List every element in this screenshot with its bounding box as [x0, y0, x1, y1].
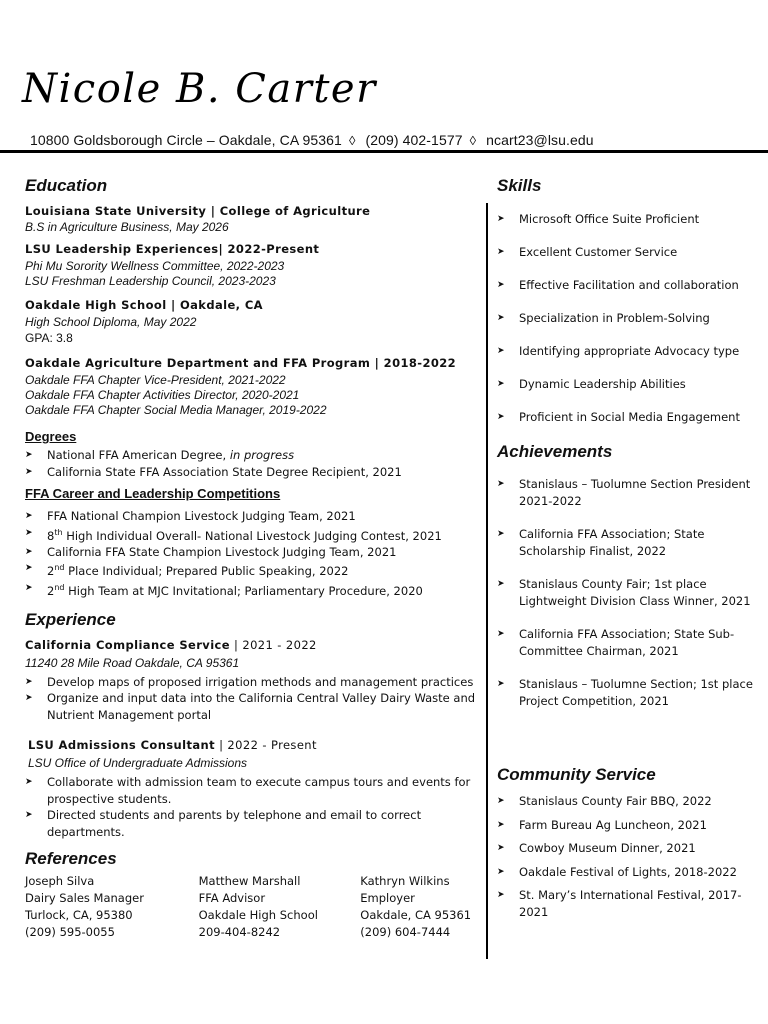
ffa-role: Oakdale FFA Chapter Vice-President, 2021-2022	[25, 373, 286, 387]
email-link[interactable]: ncart23@lsu.edu	[486, 132, 594, 148]
reference-2: Matthew Marshall FFA Advisor Oakdale High School 209-404-8242	[198, 874, 318, 939]
address: 10800 Goldsborough Circle – Oakdale, CA 95361	[30, 132, 342, 148]
ffa-role: Oakdale FFA Chapter Activities Director, 2020-2021	[25, 388, 300, 402]
list-item: ➤ Directed students and parents by telephone and email to correct departments.	[25, 807, 480, 840]
education-heading: Education	[25, 176, 108, 195]
list-item: ➤ Excellent Customer Service	[497, 244, 762, 261]
list-item: ➤ California State FFA Association State Degree Recipient, 2021	[25, 464, 480, 481]
ffa-role: Oakdale FFA Chapter Social Media Manager, 2019-2022	[25, 403, 327, 417]
column-divider	[486, 203, 488, 959]
list-item: ➤ Collaborate with admission team to execute campus tours and events for prospective students.	[25, 774, 480, 807]
skills-heading: Skills	[497, 176, 542, 195]
leadership-item: LSU Freshman Leadership Council, 2023-2023	[25, 274, 276, 288]
resume-name: Nicole B. Carter	[22, 66, 377, 112]
job-dates: | 2021 - 2022	[229, 637, 317, 652]
list-item: ➤ Develop maps of proposed irrigation methods and management practices	[25, 674, 480, 691]
job-2-header	[25, 736, 480, 754]
list-item: ➤ Dynamic Leadership Abilities	[497, 376, 762, 393]
job-title: LSU Admissions Consultant	[28, 738, 216, 753]
achievements-heading: Achievements	[497, 442, 613, 461]
list-item: ➤ Specialization in Problem-Solving	[497, 310, 762, 327]
list-item: ➤ Identifying appropriate Advocacy type	[497, 343, 762, 360]
job-title: California Compliance Service	[25, 637, 230, 652]
phone: (209) 402-1577	[365, 132, 463, 148]
reference-3: Kathryn Wilkins Employer Oakdale, CA 95361 (209) 604-7444	[360, 874, 472, 939]
job-location: 11240 28 Mile Road Oakdale, CA 95361	[25, 655, 240, 670]
competitions-list	[25, 508, 480, 599]
highschool-gpa: GPA: 3.8	[25, 331, 73, 345]
job-2-bullets	[25, 774, 480, 840]
achievements-list	[497, 476, 762, 709]
leadership-heading: LSU Leadership Experiences| 2022-Present	[25, 242, 320, 256]
list-item: ➤ Cowboy Museum Dinner, 2021	[497, 840, 762, 857]
right-column	[497, 176, 762, 927]
list-item: ➤ Stanislaus County Fair BBQ, 2022	[497, 793, 762, 810]
community-list	[497, 793, 762, 920]
list-item: ➤ 8th High Individual Overall- National Livestock Judging Contest, 2021	[25, 525, 480, 544]
job-location: LSU Office of Undergraduate Admissions	[28, 756, 247, 771]
contact-line	[30, 132, 594, 148]
separator-diamond-icon: ◊	[469, 133, 477, 148]
list-item: ➤ Effective Facilitation and collaboration	[497, 277, 762, 294]
references-heading: References	[25, 849, 117, 869]
ffa-program-heading: Oakdale Agriculture Department and FFA Program | 2018-2022	[25, 356, 457, 370]
community-heading: Community Service	[497, 765, 656, 784]
degrees-list	[25, 447, 480, 480]
skills-list	[497, 211, 762, 426]
list-item: ➤ Farm Bureau Ag Luncheon, 2021	[497, 817, 762, 834]
list-item: ➤ Stanislaus County Fair; 1st place Lightweight Division Class Winner, 2021	[497, 576, 762, 609]
lsu-degree: B.S in Agriculture Business, May 2026	[25, 220, 229, 234]
job-1-header	[25, 636, 480, 654]
list-item: ➤ Microsoft Office Suite Proficient	[497, 211, 762, 228]
highschool-heading: Oakdale High School | Oakdale, CA	[25, 298, 263, 312]
header-divider	[0, 150, 768, 153]
leadership-item: Phi Mu Sorority Wellness Committee, 2022-2023	[25, 259, 285, 273]
separator-diamond-icon: ◊	[348, 133, 356, 148]
list-item: ➤ California FFA State Champion Livestock Judging Team, 2021	[25, 544, 480, 561]
list-item: ➤ St. Mary’s International Festival, 2017-2021	[497, 887, 762, 920]
lsu-heading: Louisiana State University | College of Agriculture	[25, 204, 371, 218]
left-column	[25, 176, 480, 941]
list-item: ➤ California FFA Association; State Scholarship Finalist, 2022	[497, 526, 762, 559]
reference-1: Joseph Silva Dairy Sales Manager Turlock, CA, 95380 (209) 595-0055	[25, 874, 144, 939]
competitions-heading: FFA Career and Leadership Competitions	[25, 486, 281, 501]
degrees-heading: Degrees	[25, 429, 77, 444]
list-item: ➤ Stanislaus – Tuolumne Section; 1st place Project Competition, 2021	[497, 676, 762, 709]
experience-heading: Experience	[25, 609, 116, 629]
list-item: ➤ National FFA American Degree, in progress	[25, 447, 480, 464]
list-item: ➤ Organize and input data into the California Central Valley Dairy Waste and Nutrient Management portal	[25, 690, 480, 723]
job-dates: | 2022 - Present	[215, 738, 317, 753]
list-item: ➤ 2nd High Team at MJC Invitational; Parliamentary Procedure, 2020	[25, 580, 480, 599]
references-grid	[25, 873, 480, 940]
list-item: ➤ FFA National Champion Livestock Judging Team, 2021	[25, 508, 480, 525]
job-1-bullets	[25, 674, 480, 724]
list-item: ➤ 2nd Place Individual; Prepared Public Speaking, 2022	[25, 560, 480, 579]
highschool-diploma: High School Diploma, May 2022	[25, 315, 197, 329]
list-item: ➤ Stanislaus – Tuolumne Section President 2021-2022	[497, 476, 762, 509]
list-item: ➤ Proficient in Social Media Engagement	[497, 409, 762, 426]
list-item: ➤ California FFA Association; State Sub-Committee Chairman, 2021	[497, 626, 762, 659]
list-item: ➤ Oakdale Festival of Lights, 2018-2022	[497, 864, 762, 881]
